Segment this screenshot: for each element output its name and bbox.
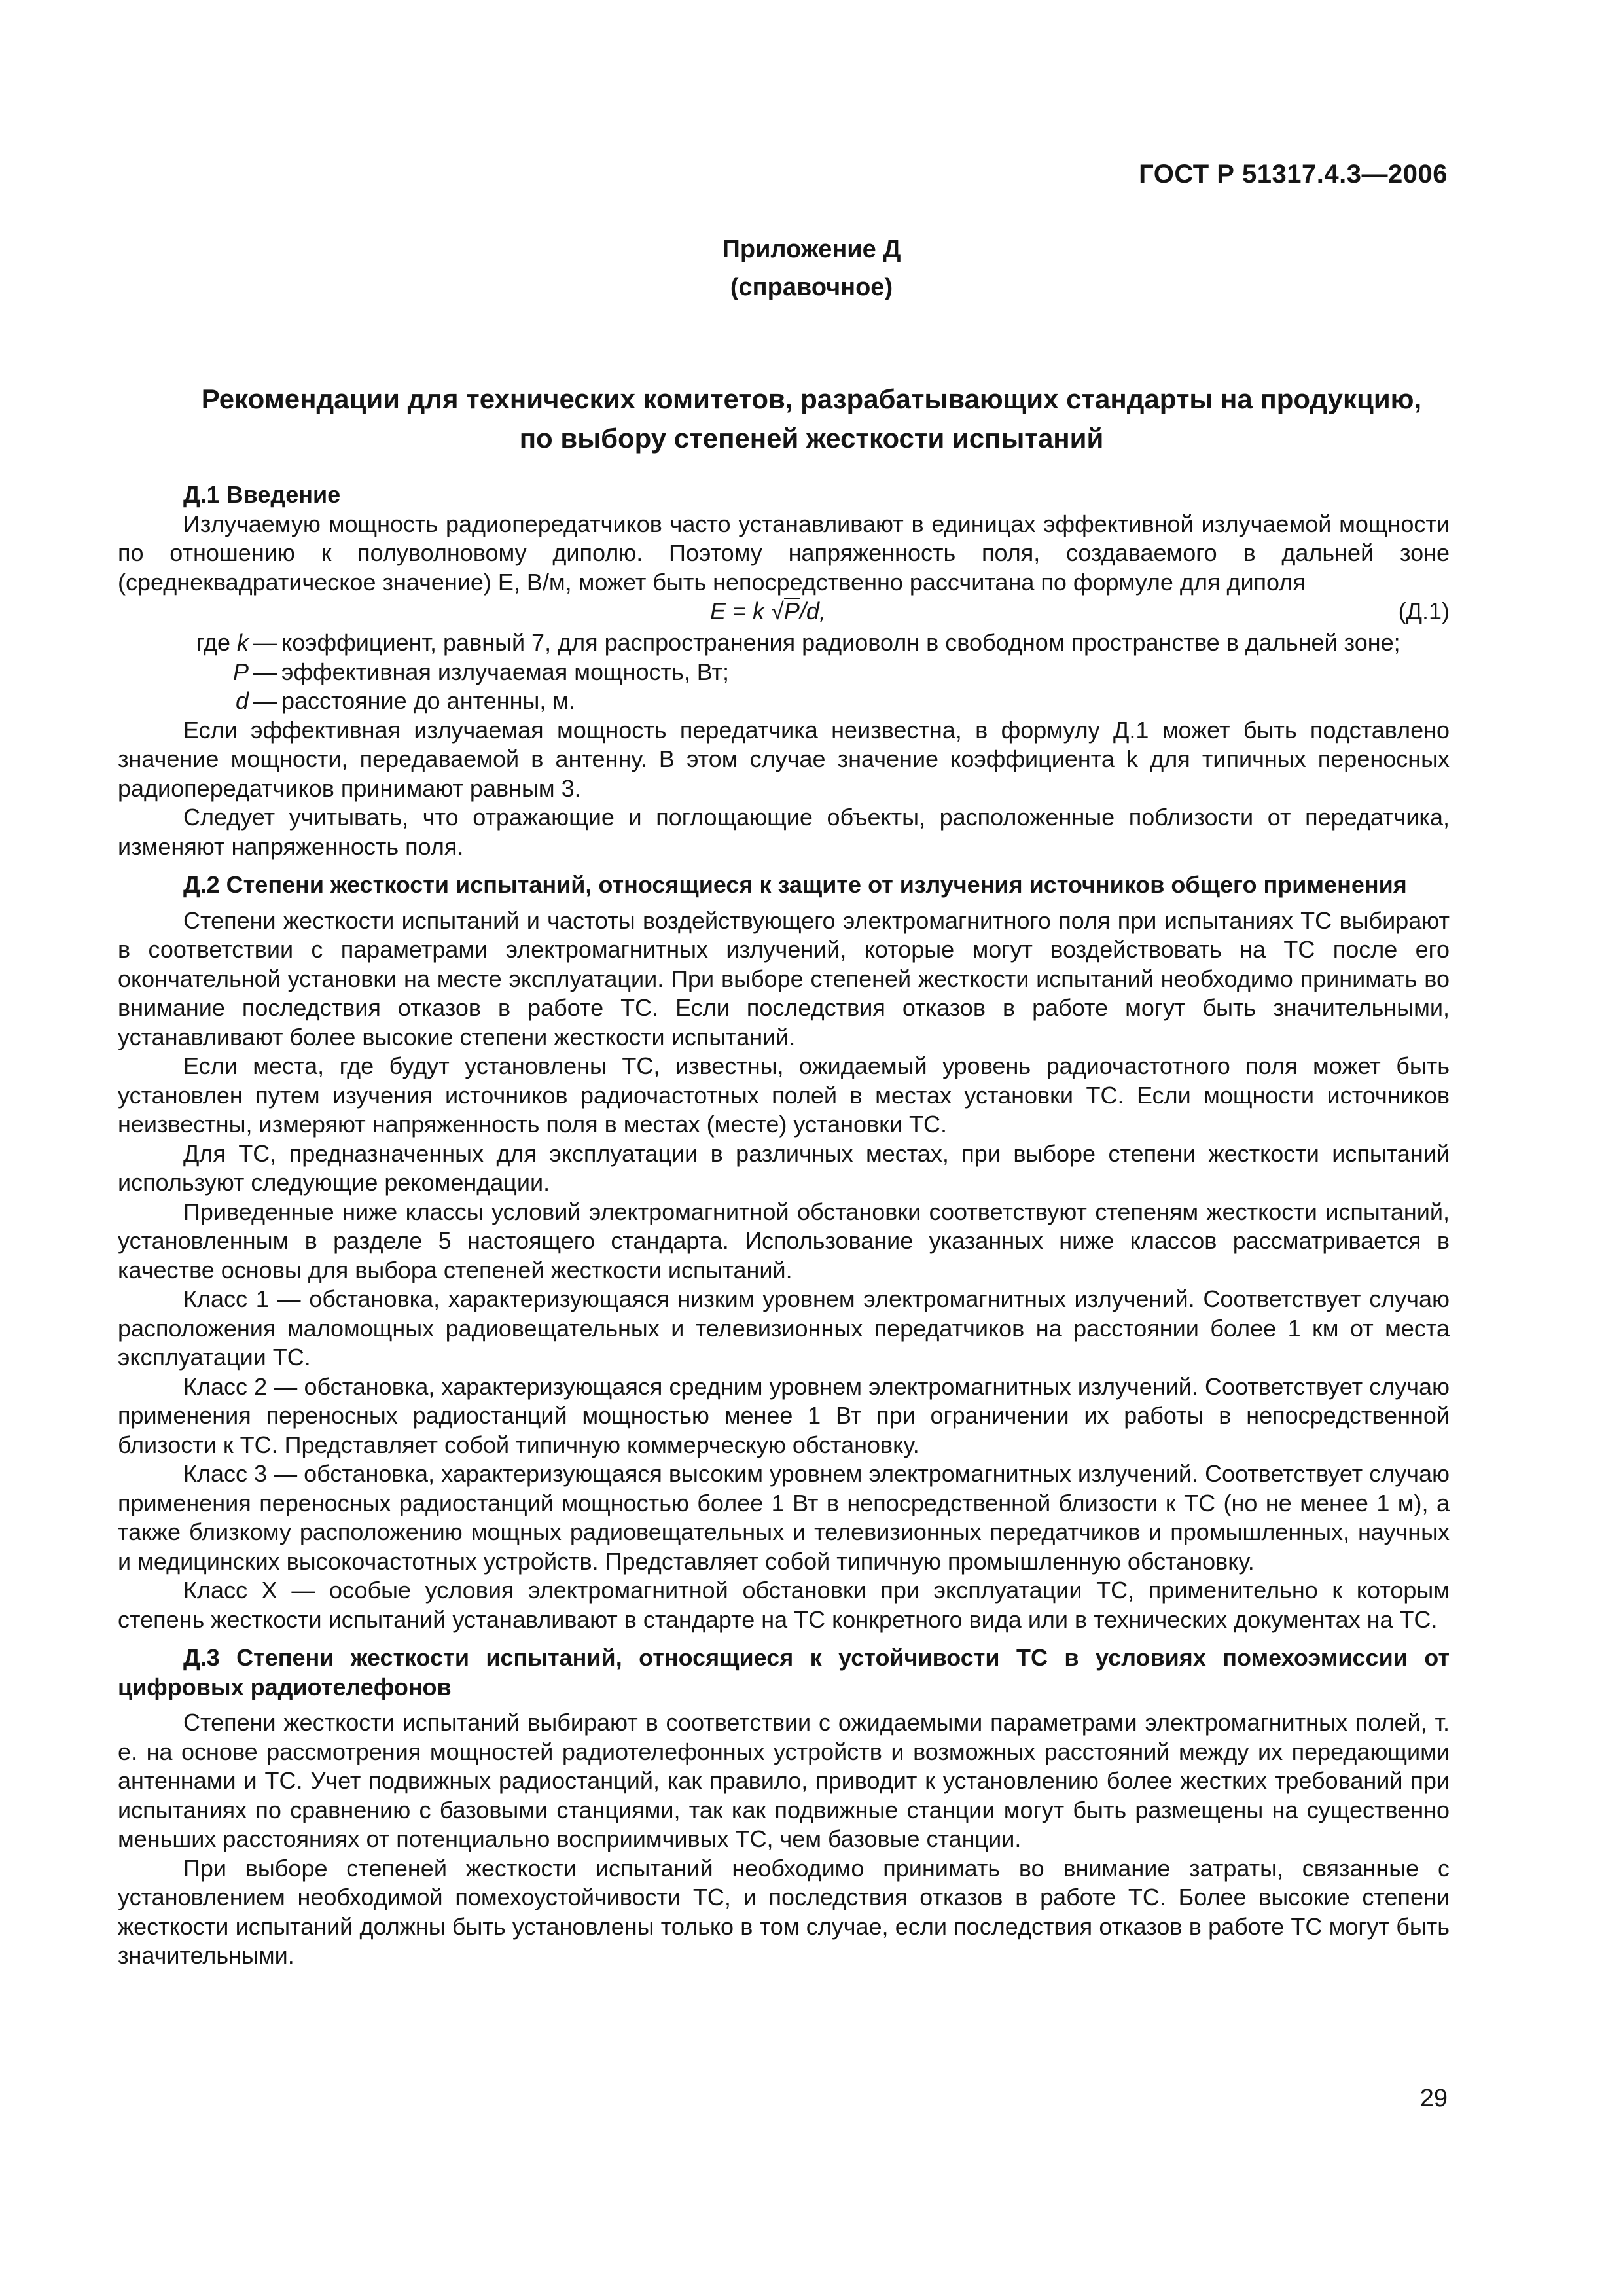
definition-p: P — эффективная излучаемая мощность, Вт; [118,658,1450,687]
definition-d: d — расстояние до антенны, м. [118,687,1450,716]
formula-expression [710,597,826,626]
appendix-heading [0,230,1623,306]
appendix-title-line-1: Рекомендации для технических комитетов, разрабатывающих стандарты на продукцию, [201,384,1422,414]
paragraph: Для ТС, предназначенных для эксплуатации в различных местах, при выборе степени жесткости испытаний используют следующие рекомендации. [118,1139,1450,1196]
paragraph: Приведенные ниже классы условий электромагнитной обстановки соответствуют степеням жесткости испытаний, установленным в разделе 5 настоящего стандарта. Использование указанных ниже классов рассматривается в качестве основы для выбора степеней жесткости испытаний. [118,1198,1450,1283]
page-number: 29 [1419,2085,1448,2112]
definition-k: где k — коэффициент, равный 7, для распространения радиоволн в свободном пространстве в дальней зоне; [118,628,1450,658]
section-heading-d2: Д.2 Степени жесткости испытаний, относящиеся к защите от излучения источников общего применения [183,871,1407,898]
section-heading-d3: Д.3 Степени жесткости испытаний, относящиеся к устойчивости ТС в условиях помехоэмиссии от цифровых радиотелефонов [118,1644,1450,1700]
paragraph: Класс 1 — обстановка, характеризующаяся низким уровнем электромагнитных излучений. Соответствует случаю расположения маломощных радиовещательных и телевизионных передатчиков на расстоянии более 1 км от места эксплуатации ТС. [118,1285,1450,1371]
definition-text: расстояние до антенны, м. [281,687,576,714]
appendix-title-line-2: по выбору степеней жесткости испытаний [519,423,1104,454]
paragraph: Степени жесткости испытаний выбирают в соответствии с ожидаемыми параметрами электромагнитных полей, т. е. на основе рассмотрения мощностей радиотелефонных устройств и возможных расстояний между их передающими антеннами и ТС. Учет подвижных радиостанций, как правило, приводит к установлению более жестких требований при испытаниях по сравнению с базовыми станциями, так как подвижные станции могут быть размещены на существенно меньших расстояниях от потенциально восприимчивых ТС, чем базовые станции. [118,1709,1450,1852]
section-heading-d1: Д.1 Введение [183,481,341,508]
paragraph: При выборе степеней жесткости испытаний необходимо принимать во внимание затраты, связанные с установлением необходимой помехоустойчивости ТС, и последствия отказов в работе ТС. Более высокие степени жесткости испытаний должны быть установлены только в том случае, если последствия отказов в работе ТС могут быть значительными. [118,1854,1450,1969]
definition-text: эффективная излучаемая мощность, Вт; [281,658,730,685]
paragraph: Следует учитывать, что отражающие и поглощающие объекты, расположенные поблизости от передатчика, изменяют напряженность поля. [118,804,1450,860]
definition-symbol: где k [196,629,249,656]
document-code: ГОСТ Р 51317.4.3—2006 [1139,160,1448,188]
definition-symbol: d [235,687,249,714]
formula-number: (Д.1) [1398,598,1450,624]
paragraph: Степени жесткости испытаний и частоты воздействующего электромагнитного поля при испытаниях ТС выбирают в соответствии с параметрами электромагнитных излучений, которые могут воздействовать на ТС после его окончательной установки на месте эксплуатации. При выборе степеней жесткости испытаний необходимо принимать во внимание последствия отказов в работе ТС. Если последствия отказов в работе могут быть значительными, устанавливают более высокие степени жесткости испытаний. [118,906,1450,1050]
definition-symbol: P [232,658,249,685]
definition-text: коэффициент, равный 7, для распространения радиоволн в свободном пространстве в дальней зоне; [281,629,1400,656]
formula-rhs: /d, [799,598,826,624]
appendix-kind: (справочное) [730,274,893,301]
formula-lhs: E = k [710,598,765,624]
sqrt-sign: √ [771,598,784,624]
formula-radicand: P [783,598,800,624]
paragraph: Излучаемую мощность радиопередатчиков часто устанавливают в единицах эффективной излучаемой мощности по отношению к полуволновому диполю. Поэтому напряженность поля, создаваемого в дальней зоне (среднеквадратическое значение) E, В/м, может быть непосредственно рассчитана по формуле для диполя [118,510,1450,596]
paragraph: Если эффективная излучаемая мощность передатчика неизвестна, в формулу Д.1 может быть подставлено значение мощности, передаваемой в антенну. В этом случае значение коэффициента k для типичных переносных радиопередатчиков принимают равным 3. [118,716,1450,802]
appendix-title [118,380,1505,458]
paragraph: Если места, где будут установлены ТС, известны, ожидаемый уровень радиочастотного поля может быть установлен путем изучения источников радиочастотных полей в местах установки ТС. Если мощности источников неизвестны, измеряют напряженность поля в местах (месте) установки ТС. [118,1052,1450,1138]
paragraph: Класс 3 — обстановка, характеризующаяся высоким уровнем электромагнитных излучений. Соответствует случаю применения переносных радиостанций мощностью более 1 Вт в непосредственной близости к ТС (но не менее 1 м), а также близкому расположению мощных радиовещательных и телевизионных передатчиков и промышленных, научных и медицинских высокочастотных устройств. Представляет собой типичную промышленную обстановку. [118,1460,1450,1575]
formula-d1 [118,597,1450,628]
appendix-body [118,471,1450,1971]
appendix-label: Приложение Д [722,236,901,263]
paragraph: Класс 2 — обстановка, характеризующаяся средним уровнем электромагнитных излучений. Соответствует случаю применения переносных радиостанций мощностью менее 1 Вт при ограничении их работы в непосредственной близости к ТС. Представляет собой типичную коммерческую обстановку. [118,1372,1450,1458]
paragraph: Класс X — особые условия электромагнитной обстановки при эксплуатации ТС, применительно к которым степень жесткости испытаний устанавливают в стандарте на ТС конкретного вида или в технических документах на ТС. [118,1577,1450,1633]
